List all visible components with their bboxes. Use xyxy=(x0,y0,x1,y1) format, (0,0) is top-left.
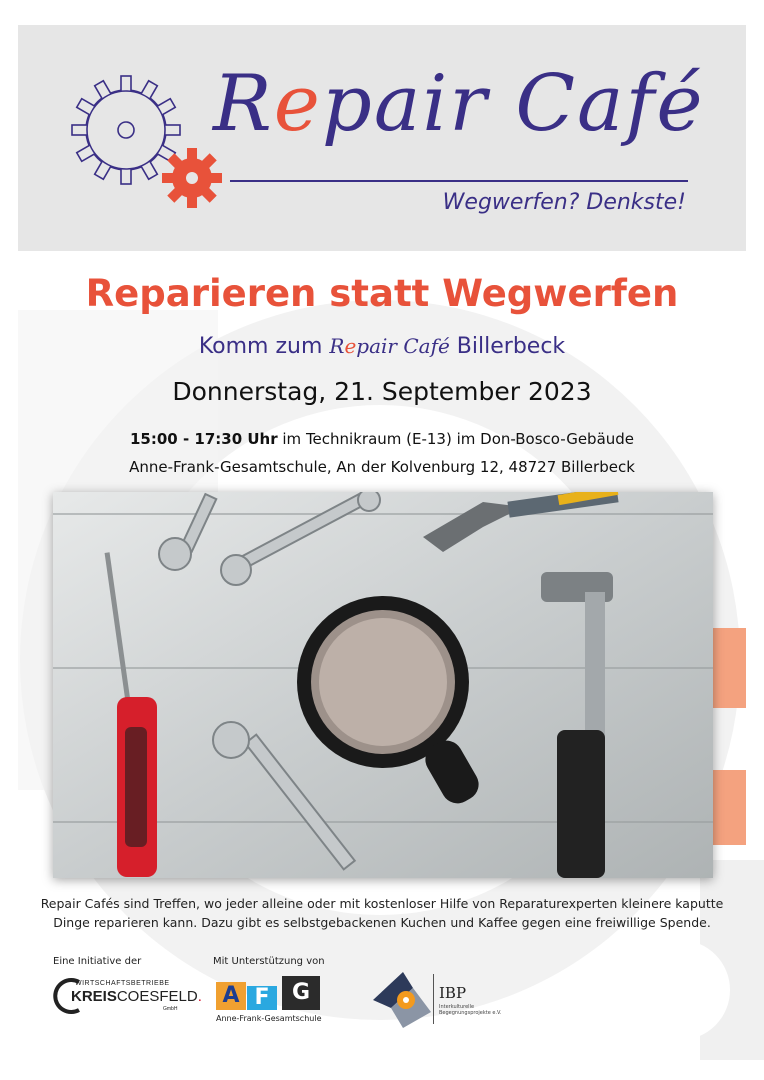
header-banner xyxy=(18,25,746,251)
logo-title-accent: e xyxy=(273,59,322,149)
kc-top-text: WIRTSCHAFTSBETRIEBE xyxy=(75,980,170,987)
ibp-logo xyxy=(373,970,513,1030)
afg-logo xyxy=(216,976,326,1026)
subhead-script-accent: e xyxy=(344,334,357,358)
ibp-name: IBP xyxy=(439,984,467,1002)
afg-g: G xyxy=(282,976,320,1010)
event-room: im Technikraum (E-13) im Don-Bosco-Gebäude xyxy=(277,430,635,448)
tools-photo-illustration xyxy=(53,492,713,878)
subhead-text: Billerbeck xyxy=(449,334,566,359)
repair-cafe-logo-title xyxy=(213,59,705,149)
headline: Reparieren statt Wegwerfen xyxy=(85,272,679,315)
description-line: Dinge reparieren kann. Dazu gibt es selbstgebackenen Kuchen und Kaffee gegen eine freiwillige Spende. xyxy=(53,915,711,930)
ibp-sub2: Begegnungsprojekte e.V. xyxy=(439,1010,502,1016)
tagline: Wegwerfen? Denkste! xyxy=(442,190,686,215)
logo-title-part: é xyxy=(656,59,705,149)
description xyxy=(30,894,734,932)
tools-and-coffee-photo xyxy=(53,492,713,878)
event-time: 15:00 - 17:30 Uhr xyxy=(129,430,278,448)
ibp-sub1: Interkulturelle xyxy=(439,1004,475,1010)
event-address: Anne-Frank-Gesamtschule, An der Kolvenburg 12, 48727 Billerbeck xyxy=(129,458,635,476)
subhead-logo-text xyxy=(329,334,449,358)
logo-title-part: R xyxy=(213,59,274,149)
description-line: Repair Cafés sind Treffen, wo jeder alleine oder mit kostenloser Hilfe von Reparaturexperten kleinere kaputte xyxy=(40,896,724,911)
subhead-script-part: pair Caf xyxy=(356,334,438,358)
subheadline xyxy=(0,334,764,359)
subhead-script-part: é xyxy=(437,334,450,358)
initiative-label: Eine Initiative der xyxy=(53,956,142,967)
logo-underline xyxy=(230,180,688,182)
gears-logo-icon xyxy=(66,70,226,210)
logo-title-part: pair Caf xyxy=(321,59,657,149)
event-date: Donnerstag, 21. September 2023 xyxy=(172,377,592,406)
afg-f: F xyxy=(247,986,277,1010)
kc-kreis: KREIS xyxy=(71,988,117,1005)
subhead-text: Komm zum xyxy=(198,334,330,359)
ibp-emblem-icon xyxy=(373,970,435,1030)
kc-name: KREISCOESFELD. xyxy=(71,988,202,1005)
kc-coesfeld: COESFELD xyxy=(116,988,198,1005)
kreis-coesfeld-logo xyxy=(53,978,202,1018)
event-time-location xyxy=(0,430,764,448)
afg-name: Anne-Frank-Gesamtschule xyxy=(216,1014,322,1023)
subhead-script-part: R xyxy=(329,334,345,358)
support-label: Mit Unterstützung von xyxy=(213,956,325,967)
kc-gmbh: GmbH xyxy=(163,1006,178,1012)
afg-a: A xyxy=(216,982,246,1010)
